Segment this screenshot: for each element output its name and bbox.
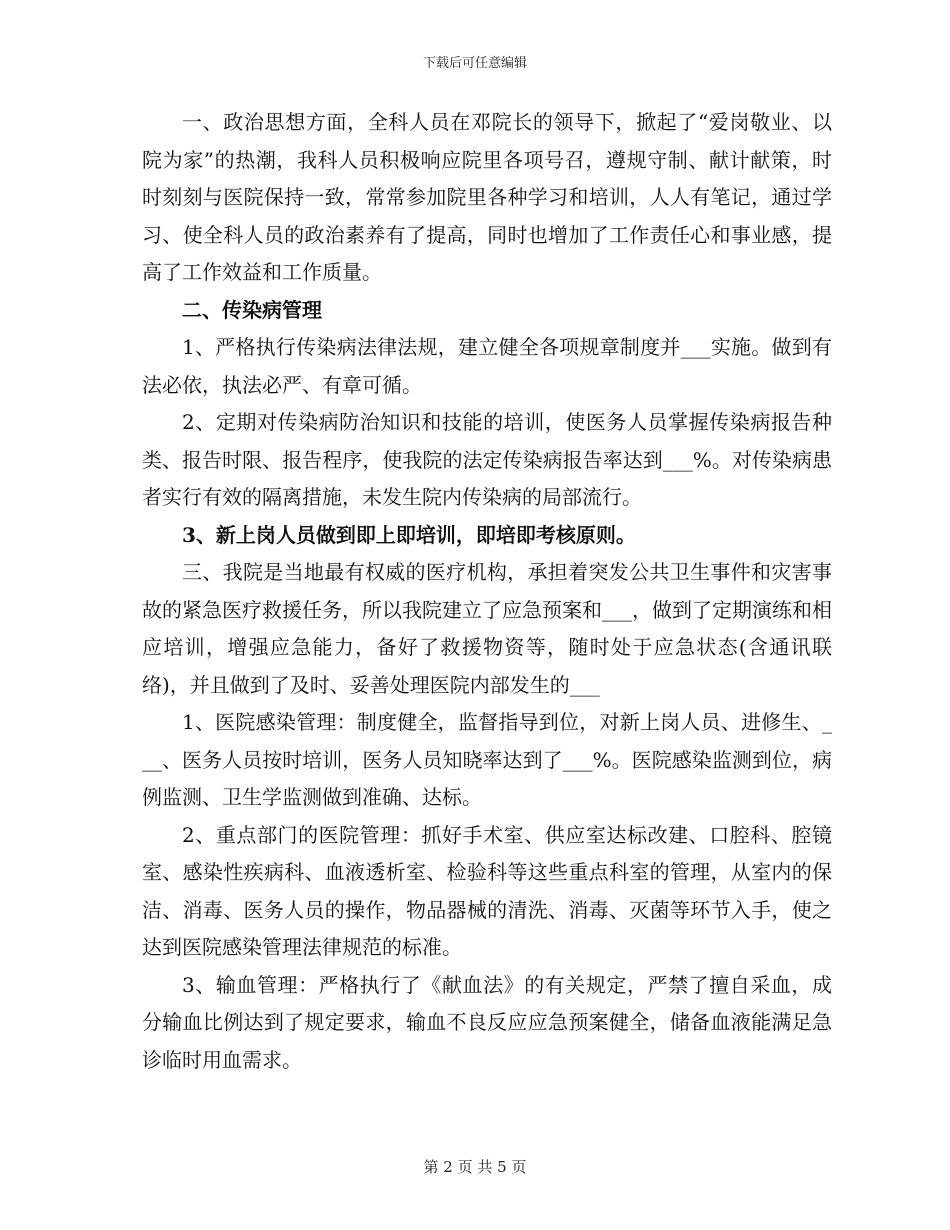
page-number: 第 2 页 共 5 页 [423, 1158, 527, 1176]
paragraph-political-thought: 一、政治思想方面，全科人员在邓院长的领导下，掀起了“爱岗敬业、以院为家”的热潮，我科人员积极响应院里各项号召，遵规守制、献计献策，时时刻刻与医院保持一致，常常参加院里各种学习和培训，人人有笔记，通过学习、使全科人员的政治素养有了提高，同时也增加了工作责任心和事业感，提高了工作效益和工作质量。 [142, 110, 832, 284]
paragraph-infectious-training: 2、定期对传染病防治知识和技能的培训，使医务人员掌握传染病报告种类、报告时限、报告程序，使我院的法定传染病报告率达到___%。对传染病患者实行有效的隔离措施，未发生院内传染病的局部流行。 [142, 410, 832, 509]
section-heading-infectious-disease: 二、传染病管理 [182, 297, 322, 322]
paragraph-blood-transfusion: 3、输血管理：严格执行了《献血法》的有关规定，严禁了擅自采血，成分输血比例达到了规定要求，输血不良反应应急预案健全，储备血液能满足急诊临时用血需求。 [142, 972, 832, 1072]
paragraph-infection-control: 1、医院感染管理：制度健全，监督指导到位，对新上岗人员、进修生、___、医务人员按时培训，医务人员知晓率达到了___%。医院感染监测到位，病例监测、卫生学监测做到准确、达标。 [142, 710, 832, 809]
paragraph-infectious-law: 1、严格执行传染病法律法规，建立健全各项规章制度并___实施。做到有法必依，执法必严、有章可循。 [142, 335, 832, 397]
document-body [142, 104, 832, 1079]
page-header: 下载后可任意编辑 [422, 56, 527, 71]
paragraph-emergency-response: 三、我院是当地最有权威的医疗机构，承担着突发公共卫生事件和灾害事故的紧急医疗救援任务，所以我院建立了应急预案和___，做到了定期演练和相应培训，增强应急能力，备好了救援物资等，随时处于应急状态(含通讯联络)，并且做到了及时、妥善处理医院内部发生的___ [142, 560, 832, 697]
paragraph-key-departments: 2、重点部门的医院管理：抓好手术室、供应室达标改建、口腔科、腔镜室、感染性疾病科、血液透析室、检验科等这些重点科室的管理，从室内的保洁、消毒、医务人员的操作，物品器械的清洗、消毒、灭菌等环节入手，使之达到医院感染管理法律规范的标准。 [142, 822, 832, 959]
paragraph-new-staff-training: 3、新上岗人员做到即上即培训，即培即考核原则。 [182, 522, 636, 547]
